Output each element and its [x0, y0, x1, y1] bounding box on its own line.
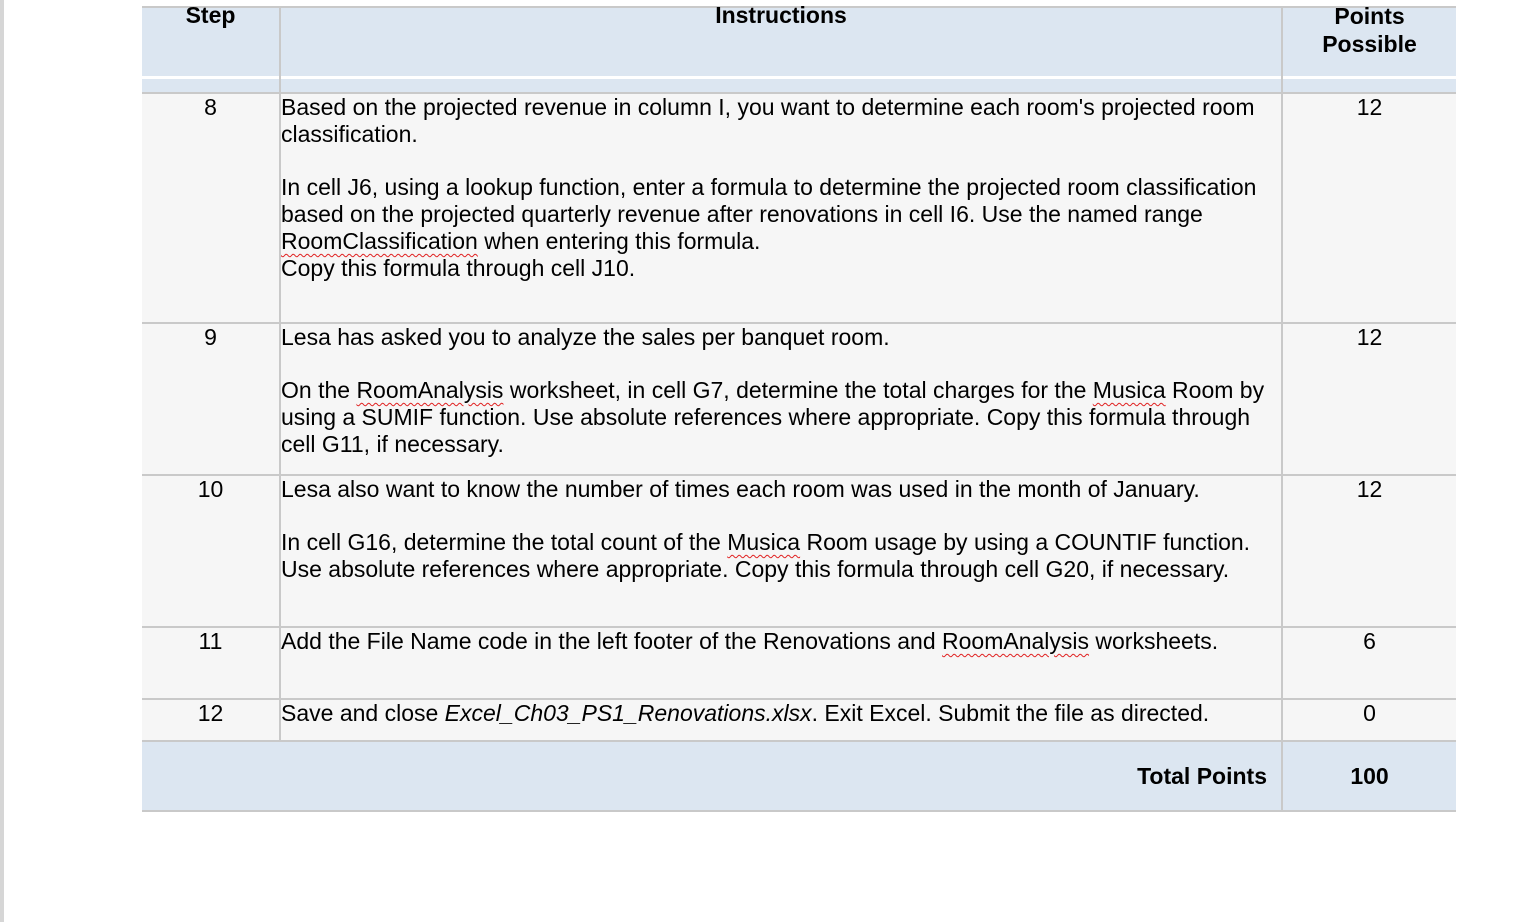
step-number: 10	[142, 475, 280, 627]
instruction-paragraph: Lesa has asked you to analyze the sales per banquet room.	[281, 324, 890, 350]
instruction-paragraph: On the RoomAnalysis worksheet, in cell G7, determine the total charges for the Musica Room by using a SUMIF function. Use absolute references where appropriate. Copy this formula through cell G11, if necessary.	[281, 377, 1265, 457]
points-value: 0	[1282, 699, 1456, 741]
points-column-header: Points Possible	[1282, 7, 1456, 93]
page-edge	[0, 0, 4, 922]
total-row	[142, 741, 1456, 811]
instruction-cell	[280, 699, 1282, 741]
instruction-cell	[280, 475, 1282, 627]
instruction-paragraph: Save and close Excel_Ch03_PS1_Renovations.xlsx. Exit Excel. Submit the file as directed.	[281, 700, 1210, 726]
spellcheck-term: Musica	[727, 529, 801, 555]
instruction-cell	[280, 627, 1282, 699]
instruction-cell	[280, 93, 1282, 323]
spellcheck-term: RoomAnalysis	[356, 377, 504, 403]
step-number: 11	[142, 627, 280, 699]
points-value: 12	[1282, 93, 1456, 323]
total-points-label: Total Points	[142, 741, 1282, 811]
points-value: 12	[1282, 323, 1456, 475]
file-name: Excel_Ch03_PS1_Renovations.xlsx	[444, 700, 812, 726]
total-points-value: 100	[1282, 741, 1456, 811]
table-row	[142, 323, 1456, 475]
step-column-header: Step	[142, 7, 280, 93]
instruction-paragraph: In cell J6, using a lookup function, enter a formula to determine the projected room classification based on the projected quarterly revenue after renovations in cell I6. Use the named range RoomClassification when entering this formula. Copy this formula through cell J10.	[281, 174, 1257, 281]
spellcheck-term: RoomAnalysis	[942, 628, 1090, 654]
instruction-paragraph: Lesa also want to know the number of times each room was used in the month of January.	[281, 476, 1200, 502]
table-row	[142, 475, 1456, 627]
instructions-column-header: Instructions	[280, 7, 1282, 93]
table-header-row	[142, 7, 1456, 93]
points-value: 6	[1282, 627, 1456, 699]
instruction-cell	[280, 323, 1282, 475]
table-row	[142, 699, 1456, 741]
points-value: 12	[1282, 475, 1456, 627]
instruction-paragraph: Add the File Name code in the left footer of the Renovations and RoomAnalysis worksheets.	[281, 628, 1219, 654]
spellcheck-term: RoomClassification	[281, 228, 478, 254]
spellcheck-term: Musica	[1092, 377, 1166, 403]
table-row	[142, 627, 1456, 699]
table-row	[142, 93, 1456, 323]
instruction-paragraph: In cell G16, determine the total count of the Musica Room usage by using a COUNTIF function. Use absolute references where appropriate. Copy this formula through cell G20, if necessary.	[281, 529, 1251, 582]
instructions-table	[142, 2, 1456, 812]
step-number: 9	[142, 323, 280, 475]
step-number: 8	[142, 93, 280, 323]
instruction-paragraph: Based on the projected revenue in column I, you want to determine each room's projected room classification.	[281, 94, 1255, 147]
step-number: 12	[142, 699, 280, 741]
